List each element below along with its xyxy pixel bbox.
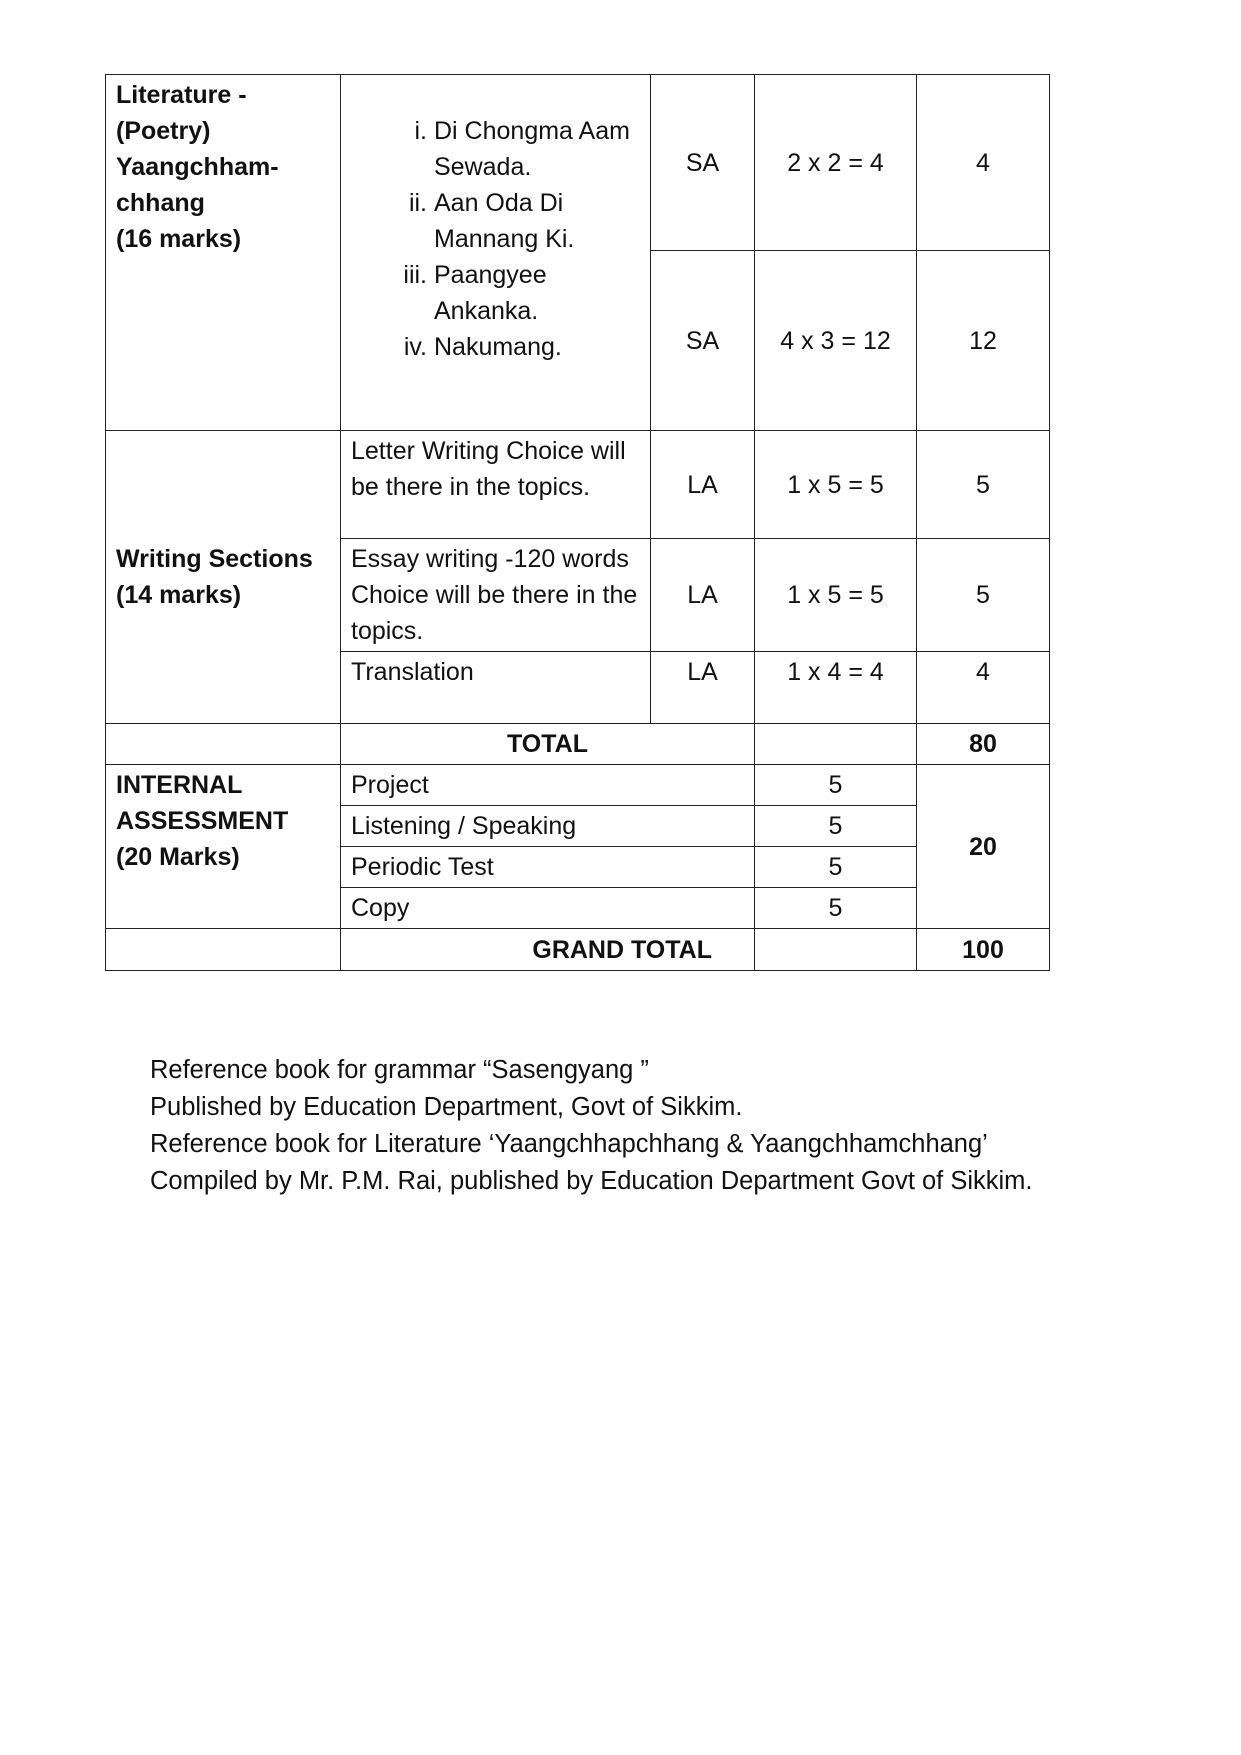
poem-list (351, 75, 640, 365)
writing-description: Translation (341, 652, 651, 724)
marks-value: 12 (917, 251, 1050, 431)
internal-item-label: Project (341, 765, 755, 806)
marks-calculation: 1 x 5 = 5 (755, 539, 917, 652)
total-row (106, 724, 1050, 765)
empty-cell (106, 724, 341, 765)
poem-title: Paangyee Ankanka. (434, 261, 547, 325)
internal-heading-line: ASSESSMENT (116, 807, 289, 835)
literature-heading-line: (Poetry) (116, 117, 211, 145)
marks-calculation: 1 x 4 = 4 (755, 652, 917, 724)
internal-heading-line: INTERNAL (116, 771, 243, 799)
poem-item (401, 257, 640, 329)
grand-total-marks: 100 (917, 929, 1050, 971)
total-marks: 80 (917, 724, 1050, 765)
question-type: LA (651, 539, 755, 652)
marks-calculation: 2 x 2 = 4 (755, 75, 917, 251)
reference-line: Compiled by Mr. P.M. Rai, published by Education Department Govt of Sikkim. (150, 1167, 1033, 1195)
poem-item (401, 113, 640, 185)
internal-row-1 (106, 765, 1050, 806)
literature-heading-line: Yaangchham- (116, 153, 279, 181)
literature-heading-line: chhang (116, 189, 205, 217)
internal-item-marks: 5 (755, 765, 917, 806)
empty-cell (755, 724, 917, 765)
internal-item-marks: 5 (755, 888, 917, 929)
marks-value: 5 (917, 539, 1050, 652)
internal-item-marks: 5 (755, 847, 917, 888)
question-type: LA (651, 652, 755, 724)
marks-calculation: 4 x 3 = 12 (755, 251, 917, 431)
internal-item-label: Listening / Speaking (341, 806, 755, 847)
writing-row-1 (106, 431, 1050, 539)
marks-calculation: 1 x 5 = 5 (755, 431, 917, 539)
poem-title: Aan Oda Di Mannang Ki. (434, 189, 575, 253)
empty-cell (106, 929, 341, 971)
internal-item-label: Copy (341, 888, 755, 929)
poem-number: ii. (408, 189, 427, 217)
internal-total-marks: 20 (917, 765, 1050, 929)
question-type: SA (651, 251, 755, 431)
poem-number: i. (414, 117, 427, 145)
literature-heading (106, 75, 341, 431)
poem-number: iv. (403, 333, 427, 361)
empty-cell (755, 929, 917, 971)
literature-heading-line: (16 marks) (116, 225, 242, 253)
poem-item (401, 329, 640, 365)
internal-item-marks: 5 (755, 806, 917, 847)
internal-item-label: Periodic Test (341, 847, 755, 888)
internal-heading-line: (20 Marks) (116, 843, 240, 871)
marks-value: 4 (917, 652, 1050, 724)
question-type: SA (651, 75, 755, 251)
literature-heading-line: Literature - (116, 81, 247, 109)
reference-notes (150, 1052, 1033, 1200)
writing-heading-line: (14 marks) (116, 581, 242, 609)
grand-total-label: GRAND TOTAL (341, 929, 755, 971)
marks-value: 5 (917, 431, 1050, 539)
writing-heading (106, 431, 341, 724)
syllabus-table (105, 74, 1050, 971)
poem-item (401, 185, 640, 257)
marks-value: 4 (917, 75, 1050, 251)
total-label: TOTAL (341, 724, 755, 765)
reference-line: Published by Education Department, Govt of Sikkim. (150, 1093, 743, 1121)
question-type: LA (651, 431, 755, 539)
internal-heading (106, 765, 341, 929)
writing-description: Essay writing -120 words Choice will be there in the topics. (341, 539, 651, 652)
poem-list-cell (341, 75, 651, 431)
writing-description: Letter Writing Choice will be there in the topics. (341, 431, 651, 539)
poem-title: Nakumang. (434, 333, 562, 361)
reference-line: Reference book for Literature ‘Yaangchhapchhang & Yaangchhamchhang’ (150, 1130, 988, 1158)
poem-number: iii. (403, 261, 427, 289)
grand-total-row (106, 929, 1050, 971)
reference-line: Reference book for grammar “Sasengyang ” (150, 1056, 649, 1084)
poem-title: Di Chongma Aam Sewada. (434, 117, 630, 181)
writing-heading-line: Writing Sections (116, 545, 313, 573)
literature-row-1 (106, 75, 1050, 251)
